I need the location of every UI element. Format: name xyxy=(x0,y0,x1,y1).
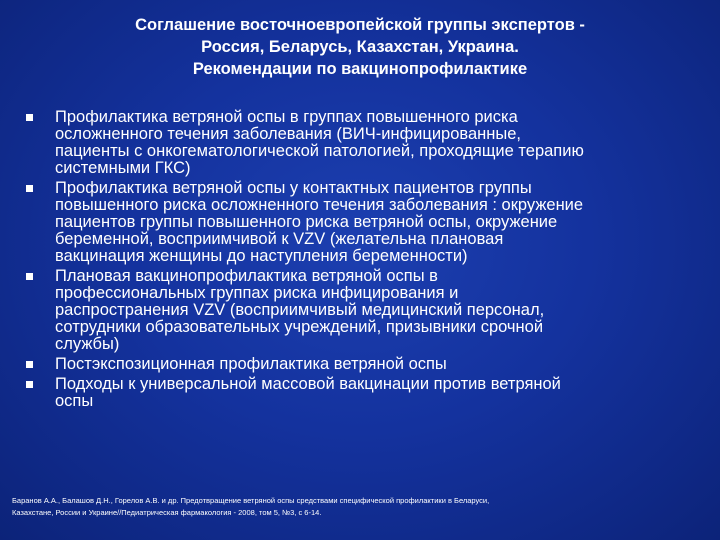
square-bullet-icon xyxy=(26,185,33,192)
citation-line-2: Казахстане, России и Украине//Педиатрическая фармакология - 2008, том 5, №3, с 6-14. xyxy=(12,508,322,517)
bullet-line: Профилактика ветряной оспы в группах повышенного риска xyxy=(55,108,518,126)
bullet-item-3 xyxy=(24,268,704,353)
bullet-line: пациенты с онкогематологической патологией, проходящие терапию xyxy=(55,142,584,160)
title-line-1: Соглашение восточноевропейской группы экспертов - xyxy=(135,16,585,34)
slide-title xyxy=(40,14,680,80)
square-bullet-icon xyxy=(26,114,33,121)
citation xyxy=(12,495,702,519)
bullet-line: осложненного течения заболевания (ВИЧ-инфицированные, xyxy=(55,125,522,143)
bullet-line: Профилактика ветряной оспы у контактных пациентов группы xyxy=(55,179,532,197)
title-line-2: Россия, Беларусь, Казахстан, Украина. xyxy=(201,38,519,56)
bullet-line: повышенного риска осложненного течения заболевания : окружение xyxy=(55,196,584,214)
square-bullet-icon xyxy=(26,381,33,388)
bullet-line: распространения VZV (восприимчивый медицинский персонал, xyxy=(55,301,545,319)
bullet-line: Постэкспозиционная профилактика ветряной оспы xyxy=(55,355,447,373)
bullet-line: оспы xyxy=(55,392,94,410)
bullet-line: Плановая вакцинопрофилактика ветряной оспы в xyxy=(55,267,438,285)
bullet-line: профессиональных группах риска инфицирования и xyxy=(55,284,459,302)
bullet-item-1 xyxy=(24,109,704,177)
bullet-item-2 xyxy=(24,180,704,265)
citation-line-1: Баранов А.А., Балашов Д.Н., Горелов А.В. и др. Предотвращение ветряной оспы средствами специфической профилактики в Беларуси, xyxy=(12,496,490,505)
bullet-line: пациентов группы повышенного риска ветряной оспы, окружение xyxy=(55,213,558,231)
bullet-line: сотрудники образовательных учреждений, призывники срочной xyxy=(55,318,544,336)
bullet-list xyxy=(24,109,704,413)
bullet-line: системными ГКС) xyxy=(55,159,191,177)
bullet-line: службы) xyxy=(55,335,120,353)
bullet-line: Подходы к универсальной массовой вакцинации против ветряной xyxy=(55,375,561,393)
title-line-3: Рекомендации по вакцинопрофилактике xyxy=(192,60,528,78)
bullet-line: вакцинация женщины до наступления беременности) xyxy=(55,247,468,265)
bullet-line: беременной, восприимчивой к VZV (желательна плановая xyxy=(55,230,504,248)
bullet-item-4 xyxy=(24,356,704,373)
square-bullet-icon xyxy=(26,273,33,280)
square-bullet-icon xyxy=(26,361,33,368)
bullet-item-5 xyxy=(24,376,704,410)
